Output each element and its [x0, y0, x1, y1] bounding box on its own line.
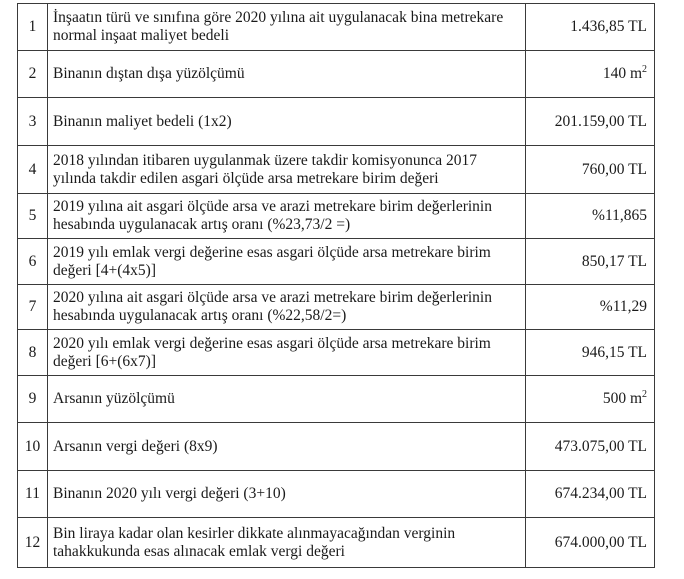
- row-number: 8: [18, 330, 48, 376]
- row-value: [526, 471, 655, 518]
- table-row: [18, 194, 655, 239]
- table-row: [18, 330, 655, 376]
- row-description: 2019 yılına ait asgari ölçüde arsa ve arazi metrekare birim değerlerinin hesabında uygulanacak artış oranı (%23,73/2 =): [48, 194, 526, 239]
- row-value: [526, 239, 655, 285]
- row-value: [526, 423, 655, 471]
- value-text: 201.159,00 TL: [554, 112, 647, 130]
- row-description: Arsanın vergi değeri (8x9): [48, 423, 526, 471]
- row-value: [526, 4, 655, 51]
- row-number: 4: [18, 146, 48, 194]
- emlak-vergi-calculation-table: [17, 3, 655, 568]
- row-number: 1: [18, 4, 48, 51]
- row-description: Binanın maliyet bedeli (1x2): [48, 98, 526, 146]
- value-text: 674.000,00 TL: [554, 533, 647, 551]
- value-text: 1.436,85 TL: [570, 18, 647, 35]
- row-number: 11: [18, 471, 48, 518]
- value-text: 850,17 TL: [581, 252, 647, 270]
- value-text: 140 m: [602, 65, 642, 82]
- row-number: 3: [18, 98, 48, 146]
- row-value: [526, 194, 655, 239]
- table-row: [18, 146, 655, 194]
- row-value: [526, 330, 655, 376]
- row-description: Bin liraya kadar olan kesirler dikkate alınmayacağından verginin tahakkukunda esas alınacak emlak vergi değeri: [48, 518, 526, 568]
- table-row: [18, 98, 655, 146]
- value-text: %11,865: [592, 207, 647, 224]
- row-description: 2018 yılından itibaren uygulanmak üzere takdir komisyonunca 2017 yılında takdir edilen asgari ölçüde arsa metrekare birim değeri: [48, 146, 526, 194]
- row-description: 2020 yılına ait asgari ölçüde arsa ve arazi metrekare birim değerlerinin hesabında uygulanacak artış oranı (%22,58/2=): [48, 285, 526, 330]
- table-row: [18, 423, 655, 471]
- table-row: [18, 239, 655, 285]
- table-row: [18, 471, 655, 518]
- table-row: [18, 518, 655, 568]
- value-text: 473.075,00 TL: [554, 437, 647, 455]
- row-number: 7: [18, 285, 48, 330]
- row-number: 12: [18, 518, 48, 568]
- row-description: İnşaatın türü ve sınıfına göre 2020 yılına ait uygulanacak bina metrekare normal inşaat maliyet bedeli: [48, 4, 526, 51]
- row-value: [526, 376, 655, 423]
- row-number: 9: [18, 376, 48, 423]
- row-number: 5: [18, 194, 48, 239]
- value-text: 500 m: [602, 390, 642, 407]
- row-description: 2019 yılı emlak vergi değerine esas asgari ölçüde arsa metrekare birim değeri [4+(4x5)]: [48, 239, 526, 285]
- value-text: 674.234,00 TL: [554, 485, 647, 502]
- row-description: Binanın 2020 yılı vergi değeri (3+10): [48, 471, 526, 518]
- row-value: [526, 98, 655, 146]
- table-row: [18, 376, 655, 423]
- value-text: %11,29: [599, 298, 647, 315]
- row-value: [526, 51, 655, 98]
- table-row: [18, 4, 655, 51]
- row-value: [526, 518, 655, 568]
- row-number: 2: [18, 51, 48, 98]
- value-superscript: 2: [642, 63, 647, 75]
- row-value: [526, 285, 655, 330]
- value-superscript: 2: [642, 388, 647, 400]
- row-description: Binanın dıştan dışa yüzölçümü: [48, 51, 526, 98]
- value-text: 760,00 TL: [581, 160, 647, 178]
- row-number: 6: [18, 239, 48, 285]
- table-row: [18, 285, 655, 330]
- row-number: 10: [18, 423, 48, 471]
- row-description: 2020 yılı emlak vergi değerine esas asgari ölçüde arsa metrekare birim değeri [6+(6x7)]: [48, 330, 526, 376]
- value-text: 946,15 TL: [581, 343, 647, 361]
- row-description: Arsanın yüzölçümü: [48, 376, 526, 423]
- table-row: [18, 51, 655, 98]
- row-value: [526, 146, 655, 194]
